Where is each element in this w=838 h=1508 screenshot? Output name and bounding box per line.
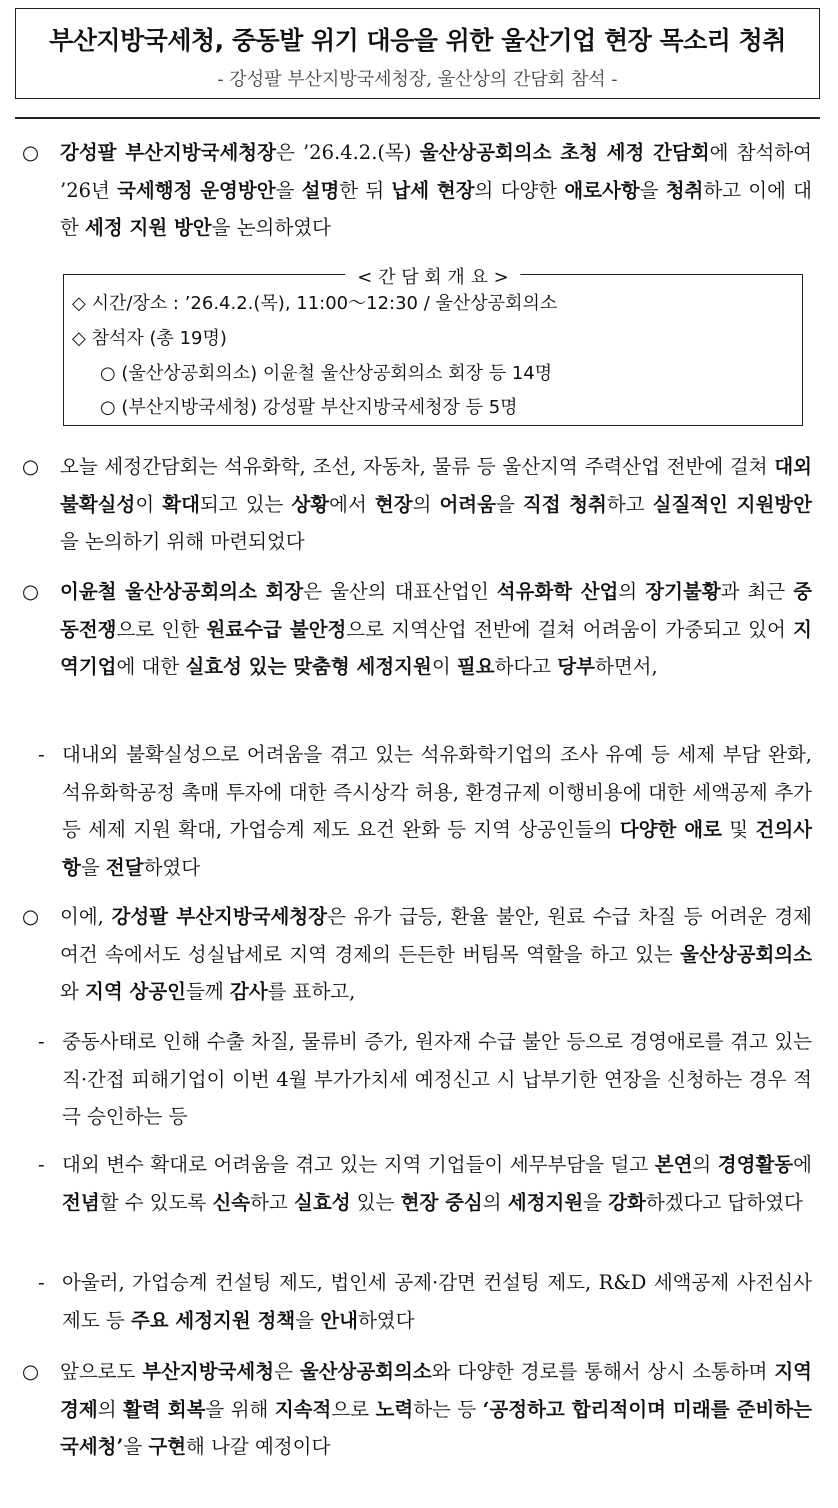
overview-attendees: ◇ 참석자 (총 19명) bbox=[72, 328, 227, 349]
paragraph-5-text: 앞으로도 부산지방국세청은 울산상공회의소와 다양한 경로를 통해서 상시 소통하며 지역 경제의 활력 회복을 위해 지속적으로 노력하는 등 ‘공정하고 합리적이며 미래를 준비하는 국세청’을 구현해 나갈 예정이다 bbox=[60, 1360, 812, 1458]
divider bbox=[15, 117, 820, 119]
title-box bbox=[15, 8, 820, 99]
overview-attendee-tax-office: ○ (부산지방국세청) 강성팔 부산지방국세청장 등 5명 bbox=[100, 397, 518, 418]
bullet-marker: ○ bbox=[22, 580, 40, 603]
dash-item-4 bbox=[22, 1264, 812, 1339]
paragraph-2 bbox=[22, 448, 812, 561]
dash-marker: - bbox=[38, 1030, 45, 1053]
dash-item-4-text: 아울러, 가업승계 컨설팅 제도, 법인세 공제·감면 컨설팅 제도, R&D 세액공제 사전심사 제도 등 주요 세정지원 정책을 안내하였다 bbox=[62, 1271, 812, 1332]
paragraph-2-text: 오늘 세정간담회는 석유화학, 조선, 자동차, 물류 등 울산지역 주력산업 전반에 걸쳐 대외 불확실성이 확대되고 있는 상황에서 현장의 어려움을 직접 청취하고 실질적인 지원방안을 논의하기 위해 마련되었다 bbox=[60, 455, 813, 553]
dash-marker: - bbox=[38, 1153, 45, 1176]
dash-marker: - bbox=[38, 743, 45, 766]
bullet-marker: ○ bbox=[22, 455, 40, 478]
overview-attendee-chamber: ○ (울산상공회의소) 이윤철 울산상공회의소 회장 등 14명 bbox=[100, 363, 553, 384]
overview-time-place: ◇ 시간/장소 : ’26.4.2.(목), 11:00～12:30 / 울산상공회의소 bbox=[72, 293, 558, 314]
paragraph-5 bbox=[22, 1353, 812, 1466]
paragraph-1-text: 강성팔 부산지방국세청장은 ’26.4.2.(목) 울산상공회의소 초청 세정 간담회에 참석하여 ’26년 국세행정 운영방안을 설명한 뒤 납세 현장의 다양한 애로사항을 청취하고 이에 대한 세정 지원 방안을 논의하였다 bbox=[60, 141, 812, 239]
bullet-marker: ○ bbox=[22, 905, 40, 928]
meeting-overview-box bbox=[63, 267, 803, 426]
dash-item-1 bbox=[22, 736, 812, 886]
paragraph-3 bbox=[22, 573, 812, 686]
page-title: 부산지방국세청, 중동발 위기 대응을 위한 울산기업 현장 목소리 청취 bbox=[49, 26, 786, 55]
overview-title: < 간 담 회 개 요 > bbox=[345, 263, 520, 289]
dash-item-3-text: 대외 변수 확대로 어려움을 겪고 있는 지역 기업들이 세무부담을 덜고 본연의 경영활동에 전념할 수 있도록 신속하고 실효성 있는 현장 중심의 세정지원을 강화하겠다고 답하였다 bbox=[62, 1153, 812, 1214]
bullet-marker: ○ bbox=[22, 141, 40, 164]
dash-item-2-text: 중동사태로 인해 수출 차질, 물류비 증가, 원자재 수급 불안 등으로 경영애로를 겪고 있는 직·간접 피해기업이 이번 4월 부가가치세 예정신고 시 납부기한 연장을 신청하는 경우 적극 승인하는 등 bbox=[62, 1030, 812, 1128]
paragraph-4 bbox=[22, 898, 812, 1011]
dash-marker: - bbox=[38, 1271, 45, 1294]
paragraph-4-text: 이에, 강성팔 부산지방국세청장은 유가 급등, 환율 불안, 원료 수급 차질 등 어려운 경제 여건 속에서도 성실납세로 지역 경제의 든든한 버팀목 역할을 하고 있는 울산상공회의소와 지역 상공인들께 감사를 표하고, bbox=[60, 905, 812, 1003]
dash-item-1-text: 대내외 불확실성으로 어려움을 겪고 있는 석유화학기업의 조사 유예 등 세제 부담 완화, 석유화학공정 촉매 투자에 대한 즉시상각 허용, 환경규제 이행비용에 대한 세액공제 추가 등 세제 지원 확대, 가업승계 제도 요건 완화 등 지역 상공인들의 다양한 애로 및 건의사항을 전달하였다 bbox=[62, 743, 812, 879]
dash-item-3 bbox=[22, 1146, 812, 1221]
page-subtitle: - 강성팔 부산지방국세청장, 울산상의 간담회 참석 - bbox=[217, 69, 618, 90]
bullet-marker: ○ bbox=[22, 1360, 40, 1383]
dash-item-2 bbox=[22, 1023, 812, 1136]
paragraph-3-text: 이윤철 울산상공회의소 회장은 울산의 대표산업인 석유화학 산업의 장기불황과 최근 중동전쟁으로 인한 원료수급 불안정으로 지역산업 전반에 걸쳐 어려움이 가중되고 있어 지역기업에 대한 실효성 있는 맞춤형 세정지원이 필요하다고 당부하면서, bbox=[60, 580, 812, 678]
paragraph-1 bbox=[22, 134, 812, 247]
